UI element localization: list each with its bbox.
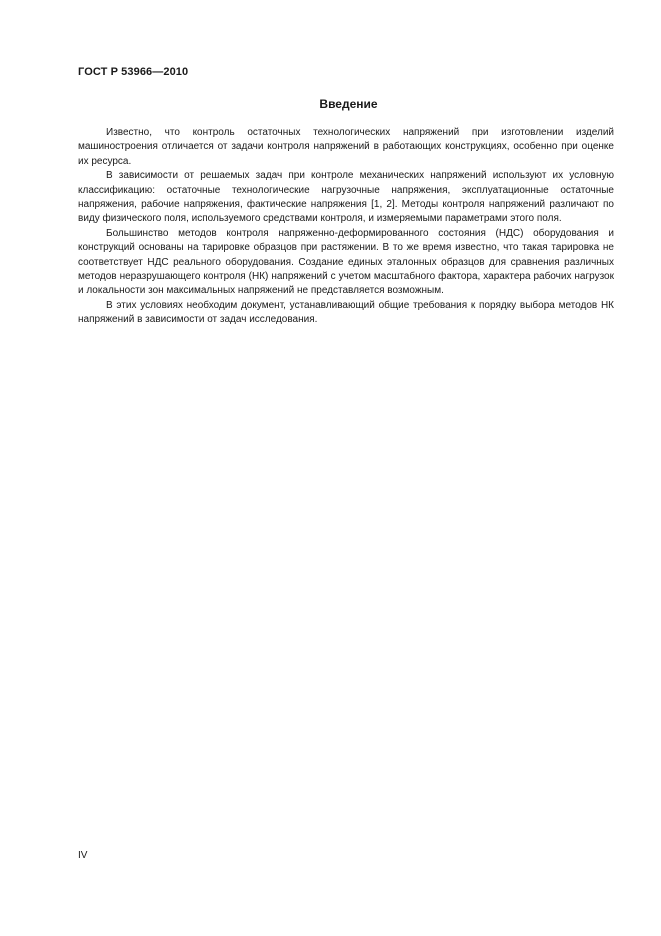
paragraph: Известно, что контроль остаточных технологических напряжений при изготовлении изделий машиностроения отличается от задачи контроля напряжений в работающих конструкциях, особенно при оценке их ресурса. bbox=[78, 127, 614, 167]
paragraph: Большинство методов контроля напряженно-деформированного состояния (НДС) оборудования и конструкций основаны на тарировке образцов при растяжении. В то же время известно, что такая тарировка не соответствует НДС реального оборудования. Создание единых эталонных образцов для сравнения различных методов неразрушающего контроля (НК) напряжений с учетом масштабного фактора, характера рабочих нагрузок и локальности зон максимальных напряжений не представляется возможным. bbox=[78, 227, 614, 297]
document-id: ГОСТ Р 53966—2010 bbox=[78, 66, 189, 78]
section-title: Введение bbox=[319, 97, 378, 111]
page-number: IV bbox=[78, 850, 88, 861]
paragraph: В этих условиях необходим документ, устанавливающий общие требования к порядку выбора методов НК напряжений в зависимости от задач исследования. bbox=[78, 299, 614, 326]
document-body bbox=[78, 126, 614, 328]
paragraph: В зависимости от решаемых задач при контроле механических напряжений используют их условную классификацию: остаточные технологические нагрузочные напряжения, эксплуатационные остаточные напряжения, рабочие напряжения, фактические напряжения [1, 2]. Методы контроля напряжений различают по виду физического поля, используемого средствами контроля, и измеряемыми параметрами этого поля. bbox=[78, 170, 614, 225]
